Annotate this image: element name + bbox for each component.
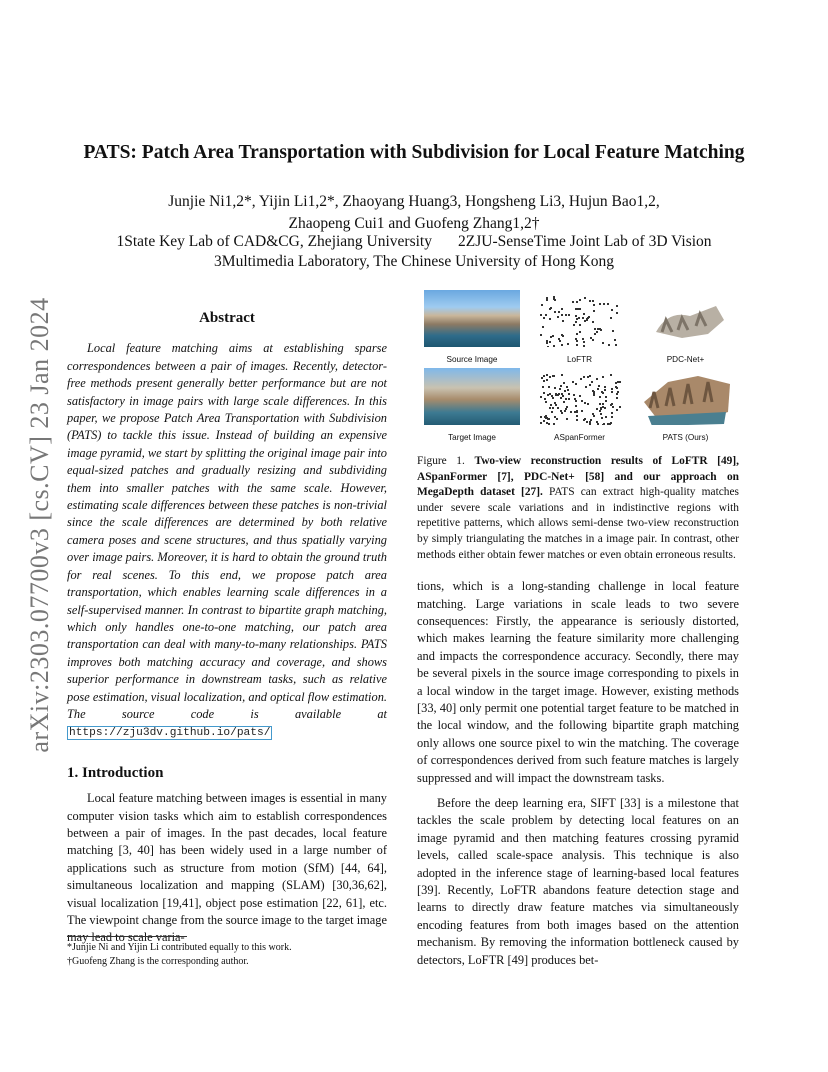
intro-paragraph-1: Local feature matching between images is essential in many computer vision tasks which aim to establish correspondences between a pair of images. In the past decades, local feature matching [3, 40] has been widely used in a large number of applications such as structure from motion (SfM) [44, 64], simultaneous localization and mapping (SLAM) [30,36,62], visual localization [19,41], object pose estimation [22, 61], etc. The viewpoint change from the source image to the target image may lead to scale varia- <box>67 791 387 945</box>
point-cloud-dot <box>581 400 583 402</box>
abstract-heading: Abstract <box>199 310 255 326</box>
point-cloud-dot <box>573 394 575 396</box>
point-cloud-dot <box>592 300 594 302</box>
point-cloud-dot <box>576 415 578 417</box>
point-cloud-dot <box>598 385 600 387</box>
point-cloud-dot <box>610 422 612 424</box>
point-cloud-dot <box>560 397 562 399</box>
point-cloud-dot <box>561 314 563 316</box>
point-cloud-dot <box>596 408 598 410</box>
point-cloud-dot <box>586 421 588 423</box>
point-cloud-dot <box>579 308 581 310</box>
point-cloud-dot <box>605 396 607 398</box>
point-cloud-dot <box>611 309 613 311</box>
point-cloud-dot <box>576 419 578 421</box>
point-cloud-dot <box>592 321 594 323</box>
figure-cell-source <box>417 290 527 368</box>
point-cloud-dot <box>593 394 595 396</box>
point-cloud-dot <box>607 303 609 305</box>
affiliation-3: 3Multimedia Laboratory, The Chinese University of Hong Kong <box>214 253 614 270</box>
point-cloud-dot <box>605 400 607 402</box>
right-column <box>417 290 739 969</box>
footnote-equal-contribution: *Junjie Ni and Yijin Li contributed equally to this work. <box>67 942 292 953</box>
point-cloud-dot <box>554 402 556 404</box>
point-cloud-dot <box>616 409 618 411</box>
point-cloud-dot <box>592 339 594 341</box>
point-cloud-dot <box>568 398 570 400</box>
point-cloud-dot <box>617 381 619 383</box>
point-cloud-dot <box>581 410 583 412</box>
point-cloud-dot <box>583 376 585 378</box>
point-cloud-dot <box>611 403 613 405</box>
point-cloud-dot <box>549 318 551 320</box>
figure-cell-loftr <box>527 290 632 368</box>
point-cloud-dot <box>564 390 566 392</box>
point-cloud-dot <box>602 376 604 378</box>
point-cloud-dot <box>545 401 547 403</box>
intro-paragraph-3: Before the deep learning era, SIFT [33] is a milestone that tackles the scale problem by detecting local features on an image pyramid and then matching features crossing pyramid levels, called scale-space analysis. This technique is also adopted in the inference stage of learning-based local features [39]. Recently, LoFTR abandons feature detection stage and learns to directly draw feature matches via simultaneously encoding features from both images based on the attention mechanism. By removing the information bottleneck caused by detectors, LoFTR [49] produces bet- <box>417 796 739 967</box>
point-cloud-dot <box>579 324 581 326</box>
point-cloud-dot <box>616 312 618 314</box>
point-cloud-dot <box>553 298 555 300</box>
point-cloud-dot <box>550 336 552 338</box>
figure-caption-prefix: Figure 1. <box>417 455 465 467</box>
point-cloud-dot <box>578 317 580 319</box>
affiliation-1: 1State Key Lab of CAD&CG, Zhejiang University <box>116 233 432 250</box>
point-cloud-dot <box>553 423 555 424</box>
point-cloud-dot <box>540 396 542 398</box>
point-cloud-dot <box>561 334 563 336</box>
point-cloud-dot <box>559 388 561 390</box>
point-cloud-dot <box>587 403 589 405</box>
point-cloud-dot <box>549 341 551 343</box>
point-cloud-dot <box>563 401 565 403</box>
point-cloud-dot <box>543 420 545 422</box>
label-target-image: Target Image <box>448 432 496 442</box>
point-cloud-dot <box>612 406 614 408</box>
point-cloud-dot <box>597 423 599 425</box>
arxiv-watermark: arXiv:2303.07700v3 [cs.CV] 23 Jan 2024 <box>25 297 54 753</box>
point-cloud-dot <box>548 386 550 388</box>
point-cloud-dot <box>604 407 606 409</box>
point-cloud-dot <box>593 310 595 312</box>
point-cloud-dot <box>599 328 601 330</box>
point-cloud-dot <box>582 317 584 319</box>
point-cloud-dot <box>576 340 578 342</box>
point-cloud-dot <box>546 342 548 344</box>
point-cloud-dot <box>593 304 595 306</box>
point-cloud-dot <box>568 314 570 316</box>
point-cloud-dot <box>562 395 564 397</box>
footnotes <box>67 936 387 969</box>
point-cloud-dot <box>597 388 599 390</box>
target-image <box>424 368 520 425</box>
point-cloud-dot <box>607 423 609 425</box>
point-cloud-dot <box>568 393 570 395</box>
point-cloud-dot <box>579 299 581 301</box>
point-cloud-dot <box>565 398 567 400</box>
point-cloud-dot <box>616 397 618 399</box>
point-cloud-dot <box>540 334 542 336</box>
point-cloud-dot <box>540 416 542 418</box>
figure-cell-target <box>417 368 527 446</box>
point-cloud-dot <box>566 418 568 420</box>
point-cloud-dot <box>542 326 544 328</box>
label-pats-ours: PATS (Ours) <box>662 432 709 442</box>
abstract-body <box>67 340 387 742</box>
point-cloud-dot <box>561 374 563 376</box>
paper-title: PATS: Patch Area Transportation with Subdivision for Local Feature Matching <box>83 142 745 163</box>
point-cloud-dot <box>576 333 578 335</box>
point-cloud-dot <box>546 374 548 376</box>
label-source-image: Source Image <box>446 354 498 364</box>
figure-caption-bold: Two-view reconstruction results of LoFTR [49], ASpanFormer [7], PDC-Net+ [58] and our approach on MegaDepth dataset [27]. <box>417 455 739 499</box>
point-cloud-dot <box>545 314 547 316</box>
point-cloud-dot <box>611 388 613 390</box>
point-cloud-dot <box>597 328 599 330</box>
point-cloud-dot <box>615 386 617 388</box>
point-cloud-dot <box>550 404 552 406</box>
point-cloud-dot <box>611 412 613 414</box>
point-cloud-dot <box>554 311 556 313</box>
point-cloud-dot <box>602 403 604 405</box>
point-cloud-dot <box>600 408 602 410</box>
point-cloud-dot <box>553 345 555 346</box>
point-cloud-dot <box>576 301 578 303</box>
point-cloud-dot <box>575 400 577 402</box>
point-cloud-dot <box>594 333 596 335</box>
point-cloud-dot <box>558 338 560 340</box>
point-cloud-dot <box>585 386 587 388</box>
figure-cell-aspanformer <box>527 368 632 446</box>
point-cloud-dot <box>572 381 574 383</box>
authors-line-2: Zhaopeng Cui1 and Guofeng Zhang1,2† <box>288 215 540 232</box>
author-list <box>100 191 728 235</box>
point-cloud-dot <box>596 331 598 333</box>
point-cloud-dot <box>566 386 568 388</box>
point-cloud-dot <box>572 301 574 303</box>
point-cloud-dot <box>616 305 618 307</box>
abstract-text: Local feature matching aims at establishing sparse correspondences between a pair of images. Recently, detector-free methods present generally better performance but are not satisfactory in image pairs with large scale differences. In this paper, we propose Patch Area Transportation with Subdivision (PATS) to tackle this issue. Instead of building an expensive image pyramid, we start by splitting the original image pair into equal-sized patches and gradually resizing and subdividing them into smaller patches with the same scale. However, estimating scale differences between these patches is non-trivial since the scale differences are determined by both relative camera poses and scene structures, and thus spatially varying over image pairs. Moreover, it is hard to obtain the ground truth for real scenes. To this end, we propose patch area transportation, which enables learning scale differences in a self-supervised manner. In contrast to bipartite graph matching, which only handles one-to-one matching, our patch area transportation can deal with many-to-many relationships. PATS improves both matching accuracy and coverage, and shows superior performance in downstream tasks, such as relative pose estimation, visual localization, and optical flow estimation. The source code is available at <box>67 341 387 721</box>
point-cloud-dot <box>603 303 605 305</box>
footnote-rule <box>67 936 187 937</box>
point-cloud-dot <box>589 423 591 424</box>
source-image <box>424 290 520 347</box>
point-cloud-dot <box>611 391 613 393</box>
point-cloud-dot <box>547 394 549 396</box>
point-cloud-dot <box>575 405 577 407</box>
point-cloud-dot <box>552 397 554 399</box>
point-cloud-dot <box>554 416 556 418</box>
figure-cell-pdcnet <box>632 290 739 368</box>
point-cloud-dot <box>553 375 555 377</box>
point-cloud-dot <box>593 415 595 417</box>
point-cloud-dot <box>566 406 568 408</box>
point-cloud-dot <box>540 314 542 316</box>
point-cloud-dot <box>563 382 565 384</box>
point-cloud-dot <box>558 311 560 313</box>
point-cloud-dot <box>589 375 591 377</box>
pats-result-image <box>638 368 734 425</box>
point-cloud-dot <box>575 321 577 323</box>
point-cloud-dot <box>557 316 559 318</box>
point-cloud-dot <box>619 406 621 408</box>
point-cloud-dot <box>604 389 606 391</box>
point-cloud-dot <box>554 387 556 389</box>
affiliations <box>40 232 788 272</box>
point-cloud-dot <box>561 344 563 346</box>
point-cloud-dot <box>592 413 594 415</box>
point-cloud-dot <box>565 408 567 410</box>
figure-1-caption <box>417 454 739 563</box>
point-cloud-dot <box>615 344 617 346</box>
figure-image-grid <box>417 290 739 446</box>
point-cloud-dot <box>584 418 586 420</box>
figure-1 <box>417 290 739 563</box>
point-cloud-dot <box>546 379 548 381</box>
point-cloud-dot <box>611 416 613 418</box>
point-cloud-dot <box>541 304 543 306</box>
point-cloud-dot <box>583 313 585 315</box>
point-cloud-dot <box>590 337 592 339</box>
point-cloud-dot <box>610 317 612 319</box>
point-cloud-dot <box>580 378 582 380</box>
right-body-text <box>417 578 739 969</box>
label-pdcnet: PDC-Net+ <box>666 354 705 364</box>
point-cloud-dot <box>544 398 546 400</box>
point-cloud-dot <box>589 300 591 302</box>
point-cloud-dot <box>596 378 598 380</box>
point-cloud-dot <box>582 338 584 340</box>
point-cloud-dot <box>605 416 607 418</box>
label-aspanformer: ASpanFormer <box>554 432 605 442</box>
point-cloud-dot <box>543 380 545 382</box>
point-cloud-dot <box>576 344 578 346</box>
point-cloud-dot <box>561 393 563 395</box>
point-cloud-dot <box>546 340 548 342</box>
point-cloud-dot <box>616 393 618 395</box>
point-cloud-dot <box>593 391 595 393</box>
point-cloud-dot <box>602 424 604 425</box>
label-loftr: LoFTR <box>566 354 593 364</box>
point-cloud-dot <box>584 297 586 299</box>
point-cloud-dot <box>577 308 579 310</box>
affiliation-2: 2ZJU-SenseTime Joint Lab of 3D Vision <box>458 233 712 250</box>
point-cloud-dot <box>561 412 563 414</box>
point-cloud-dot <box>583 341 585 343</box>
point-cloud-dot <box>614 339 616 341</box>
point-cloud-dot <box>579 395 581 397</box>
point-cloud-dot <box>543 317 545 319</box>
point-cloud-dot <box>599 303 601 305</box>
point-cloud-dot <box>599 403 601 405</box>
point-cloud-dot <box>551 411 553 413</box>
point-cloud-dot <box>600 413 602 415</box>
point-cloud-dot <box>556 418 558 420</box>
point-cloud-dot <box>549 407 551 409</box>
section-heading-introduction: 1. Introduction <box>67 764 164 781</box>
point-cloud-dot <box>560 385 562 387</box>
point-cloud-dot <box>575 315 577 317</box>
point-cloud-dot <box>604 386 606 388</box>
point-cloud-dot <box>557 407 559 409</box>
left-column <box>67 306 387 947</box>
point-cloud-dot <box>574 398 576 400</box>
point-cloud-dot <box>547 418 549 420</box>
point-cloud-dot <box>549 376 551 378</box>
point-cloud-dot <box>561 308 563 310</box>
point-cloud-dot <box>567 343 569 345</box>
loftr-result-image <box>532 290 628 347</box>
point-cloud-dot <box>589 384 591 386</box>
point-cloud-dot <box>555 404 557 406</box>
point-cloud-dot <box>579 331 581 333</box>
point-cloud-dot <box>583 345 585 346</box>
point-cloud-dot <box>584 402 586 404</box>
aspanformer-result-image <box>532 368 628 425</box>
point-cloud-dot <box>543 392 545 394</box>
point-cloud-dot <box>553 296 555 298</box>
point-cloud-dot <box>550 307 552 309</box>
point-cloud-dot <box>608 344 610 346</box>
point-cloud-dot <box>547 346 549 347</box>
point-cloud-dot <box>558 393 560 395</box>
point-cloud-dot <box>552 407 554 409</box>
authors-line-1: Junjie Ni1,2*, Yijin Li1,2*, Zhaoyang Huang3, Hongsheng Li3, Hujun Bao1,2, <box>168 193 660 210</box>
point-cloud-dot <box>576 410 578 412</box>
point-cloud-dot <box>601 391 603 393</box>
point-cloud-dot <box>601 417 603 419</box>
point-cloud-dot <box>602 342 604 344</box>
point-cloud-dot <box>543 375 545 377</box>
intro-paragraph-2: tions, which is a long-standing challenge in local feature matching. Large variations in scale leads to two severe consequences: Firstly, the appearance is seriously distorted, which makes learning the feature similarity more challenging and impacts the correspondence accuracy. Secondly, there may be several pixels in the source image corresponding to pixels in a local window in the target image. However, existing methods [33, 40] only permit one potential target feature to be matched in the local window, and the following bipartite graph matching only allows one source pixel to win the matching. The coverage of correspondences derived from such feature matches is largely suppressed and will impact the downstream tasks. <box>417 579 739 785</box>
pdcnet-result-image <box>638 290 734 347</box>
point-cloud-dot <box>610 374 612 376</box>
figure-cell-pats <box>632 368 739 446</box>
point-cloud-dot <box>575 383 577 385</box>
point-cloud-dot <box>599 396 601 398</box>
point-cloud-dot <box>552 335 554 337</box>
point-cloud-dot <box>573 324 575 326</box>
point-cloud-dot <box>565 314 567 316</box>
point-cloud-dot <box>562 320 564 322</box>
point-cloud-dot <box>586 319 588 321</box>
figure-caption-body: PATS can extract high-quality matches under severe scale variations and in indistinctive regions with repetitive patterns, which allows semi-dense two-view reconstruction by simply triangulating the matches in a image pair. In contrast, other methods either obtain fewer matches or even obtain erroneous results. <box>417 486 739 561</box>
point-cloud-dot <box>559 340 561 342</box>
source-code-link[interactable]: https://zju3dv.github.io/pats/ <box>69 727 271 740</box>
point-cloud-dot <box>591 381 593 383</box>
point-cloud-dot <box>545 417 547 419</box>
point-cloud-dot <box>542 386 544 388</box>
point-cloud-dot <box>555 394 557 396</box>
point-cloud-dot <box>540 422 542 424</box>
point-cloud-dot <box>567 389 569 391</box>
point-cloud-dot <box>548 423 550 424</box>
point-cloud-dot <box>546 299 548 301</box>
footnote-corresponding-author: †Guofeng Zhang is the corresponding author. <box>67 956 249 967</box>
point-cloud-dot <box>570 411 572 413</box>
point-cloud-dot <box>612 330 614 332</box>
